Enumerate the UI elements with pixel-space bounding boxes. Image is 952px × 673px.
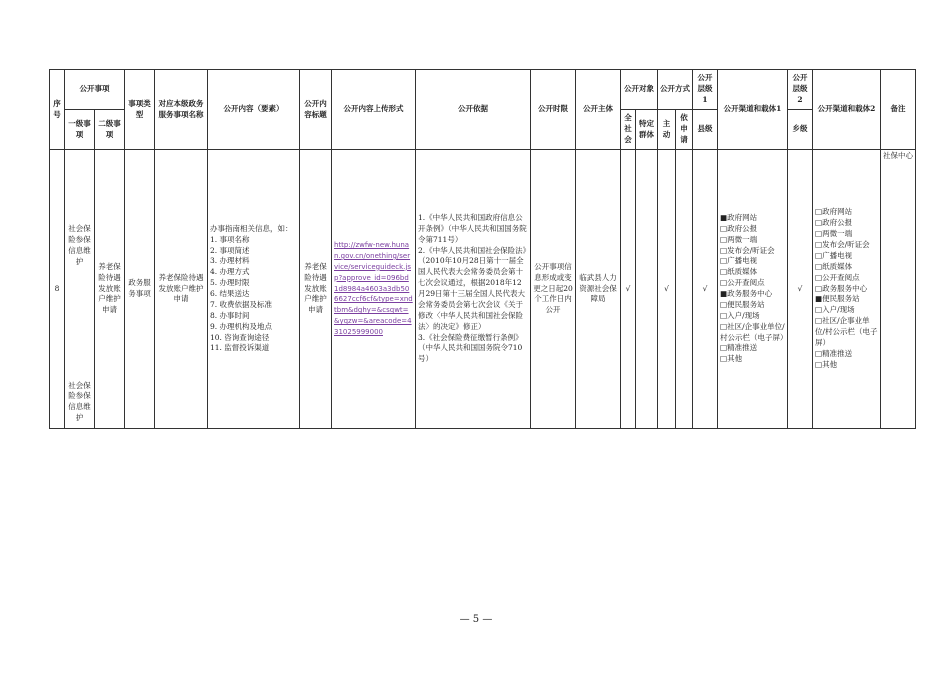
row-time-limit: 公开事项信息形成或变更之日起20个工作日内公开 (531, 150, 576, 429)
content-item: 5. 办理时限 (210, 278, 250, 288)
channel-item: □政府公报 (720, 223, 758, 233)
channel-item: □政府公报 (815, 218, 853, 228)
channel-item: □精准推送 (815, 348, 853, 358)
channel-item: □广播电视 (815, 250, 853, 260)
row-township: √ (788, 150, 813, 429)
content-item: 7. 收费依据及标准 (210, 299, 273, 309)
channel-item: ■政务服务中心 (720, 289, 773, 298)
header-basis: 公开依据 (416, 70, 531, 150)
header-level1: 一级事项 (65, 110, 95, 150)
row-level2: 养老保险待遇发放账户维护申请 (95, 150, 125, 429)
header-public-items: 公开事项 (65, 70, 125, 110)
channel-item: ■便民服务站 (815, 294, 860, 304)
header-target-specific: 特定群体 (636, 110, 658, 150)
content-item: 9. 办理机构及地点 (210, 321, 273, 331)
row-method-active: √ (658, 150, 676, 429)
row-channel-1 (718, 150, 788, 429)
content-item: 11. 监督投诉渠道 (210, 343, 270, 353)
row-item-type: 政务服务事项 (125, 150, 155, 429)
header-county: 县级 (693, 110, 718, 150)
row-level1-top: 社会保险参保信息维护 (68, 224, 91, 266)
content-item: 1. 事项名称 (210, 234, 250, 244)
row-county: √ (693, 150, 718, 429)
header-target: 公开对象 (621, 70, 658, 110)
channel-item: □入户/现场 (815, 305, 855, 315)
row-service-name: 养老保险待遇发放账户维护申请 (155, 150, 208, 429)
header-content-title: 公开内容标题 (300, 70, 332, 150)
upload-link[interactable]: http://zwfw-new.hunan.gov.cn/onething/service/serviceguideck.jsp?approve_id=096bd1d8984a4603a3db506627ccf6cf&type=xndtbm&dghy=&csqwt=&yqzw=&areacode=431025999000 (334, 241, 413, 337)
channel-item: □纸质媒体 (720, 267, 758, 277)
channel-item: □政务服务中心 (815, 283, 868, 293)
channel-item: □社区/企事业单位/村公示栏（电子屏） (720, 321, 788, 342)
channel-item: □两微一端 (815, 229, 853, 239)
header-remark: 备注 (881, 70, 916, 150)
channel-item: □公开查阅点 (720, 278, 765, 288)
row-content (208, 150, 300, 429)
row-channel-2 (813, 150, 881, 429)
header-upload-form: 公开内容上传形式 (332, 70, 416, 150)
channel-2-list (815, 207, 878, 370)
channel-item: □入户/现场 (720, 310, 760, 320)
row-target-all: √ (621, 150, 636, 429)
channel-item: □精准推送 (720, 343, 758, 353)
header-time-limit: 公开时限 (531, 70, 576, 150)
header-target-all: 全社会 (621, 110, 636, 150)
header-channel-1: 公开渠道和载体1 (718, 70, 788, 150)
header-level-1: 公开层级1 (693, 70, 718, 110)
channel-1-list (720, 212, 788, 365)
header-method-apply: 依申请 (676, 110, 693, 150)
row-index: 8 (50, 150, 65, 429)
content-intro: 办事指南相关信息，如： (210, 223, 293, 233)
header-content: 公开内容（要素） (208, 70, 300, 150)
row-upload-form (332, 150, 416, 429)
row-level1 (65, 150, 95, 429)
header-subject: 公开主体 (576, 70, 621, 150)
channel-item: □广播电视 (720, 256, 758, 266)
channel-item: □社区/企事业单位/村公示栏（电子屏） (815, 316, 878, 347)
header-method-active: 主动 (658, 110, 676, 150)
header-channel-2: 公开渠道和载体2 (813, 70, 881, 150)
content-list (210, 235, 297, 355)
row-basis (416, 150, 531, 429)
header-level2: 二级事项 (95, 110, 125, 150)
disclosure-table (49, 69, 916, 429)
channel-item: □公开查阅点 (815, 272, 860, 282)
header-item-type: 事项类型 (125, 70, 155, 150)
content-item: 10. 咨询查询途径 (210, 332, 270, 342)
channel-item: □其他 (815, 359, 838, 369)
channel-item: □发布会/听证会 (815, 240, 870, 250)
header-method: 公开方式 (658, 70, 693, 110)
basis-item: 3.《社会保险费征缴暂行条例》（中华人民共和国国务院令710号） (418, 332, 523, 364)
basis-item: 1.《中华人民共和国政府信息公开条例》（中华人民共和国国务院令第711号） (418, 212, 527, 244)
row-subject: 临武县人力资源社会保障局 (576, 150, 621, 429)
channel-item: □两微一端 (720, 234, 758, 244)
content-item: 3. 办理材料 (210, 256, 250, 266)
content-item: 2. 事项简述 (210, 245, 250, 255)
row-level1-bottom: 社会保险参保信息维护 (68, 380, 91, 423)
row-method-apply (676, 150, 693, 429)
channel-item: □发布会/听证会 (720, 245, 775, 255)
row-content-title: 养老保险待遇发放账户维护申请 (300, 150, 332, 429)
channel-item: □其他 (720, 354, 743, 364)
content-item: 4. 办理方式 (210, 267, 250, 277)
header-level-2: 公开层级2 (788, 70, 813, 110)
page-number: — 5 — (459, 614, 493, 625)
header-service-name: 对应本级政务服务事项名称 (155, 70, 208, 150)
channel-item: □便民服务站 (720, 299, 765, 309)
basis-list (418, 213, 528, 365)
header-township: 乡级 (788, 110, 813, 150)
row-remark: 社保中心 (881, 150, 916, 429)
header-index: 序号 (50, 70, 65, 150)
channel-item: □政府网站 (815, 207, 853, 217)
content-item: 6. 结果送达 (210, 289, 250, 298)
basis-item: 2.《中华人民共和国社会保险法》（2010年10月28日第十一届全国人民代表大会常务委员会第十七次会议通过，根据2018年12月29日第十三届全国人民代表大会常务委员会第七次会议《关于修改〈中华人民共和国社会保险法〉的决定》修正） (418, 245, 527, 331)
content-item: 8. 办事时间 (210, 310, 250, 320)
row-target-specific (636, 150, 658, 429)
channel-item: ■政府网站 (720, 212, 758, 222)
channel-item: □纸质媒体 (815, 261, 853, 271)
table-row (50, 150, 916, 429)
